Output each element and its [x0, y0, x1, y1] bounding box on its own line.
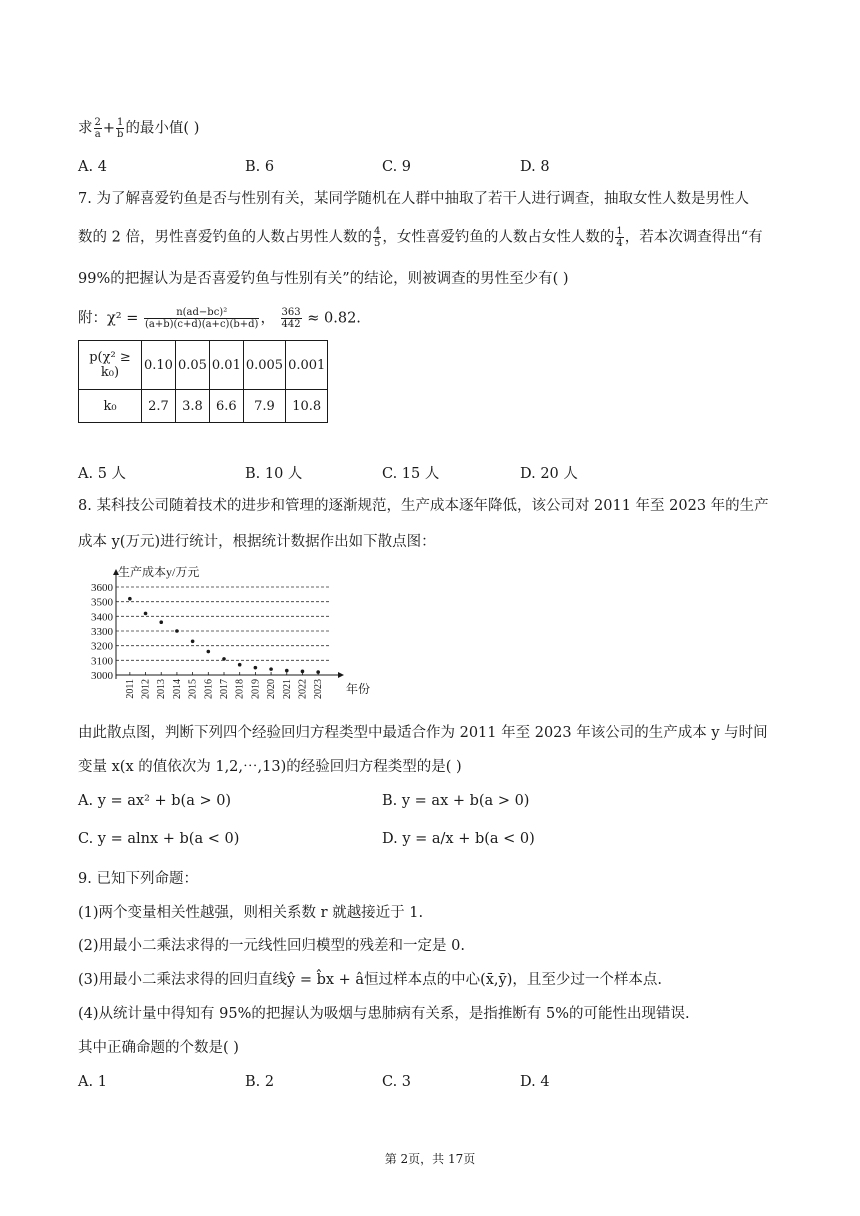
table-cell: 2.7: [142, 390, 176, 423]
data-point: [207, 650, 211, 654]
q9-line-4: (3)用最小二乘法求得的回归直线ŷ = b̂x + â恒过样本点的中心(x̄,ȳ)，且至少过一个样本点.: [78, 972, 662, 988]
q9-option-b[interactable]: B. 2: [245, 1074, 275, 1090]
q7-line-3: 99%的把握认为是否喜爱钓鱼与性别有关”的结论，则被调查的男性至少有( ): [78, 271, 569, 287]
data-point: [285, 669, 289, 673]
x-tick-label: 2016: [203, 679, 215, 699]
q8-option-b[interactable]: B. y = ax + b(a > 0): [382, 793, 530, 809]
q6-option-b[interactable]: B. 6: [245, 159, 275, 175]
data-point: [144, 612, 148, 616]
x-tick-label: 2019: [250, 679, 262, 699]
x-axis-label: 年份: [346, 682, 371, 696]
table-cell: 10.8: [286, 390, 328, 423]
q6-option-d[interactable]: D. 8: [520, 159, 550, 175]
q8-line-4: 变量 x(x 的值依次为 1,2,⋯,13)的经验回归方程类型的是( ): [78, 759, 462, 775]
y-tick-label: 3400: [91, 611, 113, 624]
table-cell: 0.01: [209, 341, 243, 390]
q8-line-3: 由此散点图，判断下列四个经验回归方程类型中最适合作为 2011 年至 2023 年该公司的生产成本 y 与时间: [78, 725, 768, 741]
x-tick-label: 2014: [171, 679, 183, 699]
data-point: [159, 620, 163, 624]
q7-option-b[interactable]: B. 10 人: [245, 466, 303, 482]
q6-fraction-1: $\frac{2}{a}$: [94, 117, 101, 140]
x-tick-label: 2020: [266, 679, 278, 699]
table-cell: 0.05: [175, 341, 209, 390]
y-tick-label: 3600: [91, 582, 113, 594]
data-point: [269, 667, 273, 671]
q7-fraction-1-4: $\frac{1}{4}$: [616, 226, 623, 249]
q6-plus: +: [102, 120, 116, 137]
q8-line-2: 成本 y(万元)进行统计，根据统计数据作出如下散点图：: [78, 534, 436, 550]
x-tick-label: 2011: [124, 679, 136, 699]
table-cell: 3.8: [175, 390, 209, 423]
table-cell: 0.005: [243, 341, 285, 390]
approx-fraction: $\frac{363}{442}$: [281, 307, 301, 330]
x-axis-arrow: [338, 672, 344, 678]
data-point: [301, 670, 305, 674]
x-tick-label: 2015: [187, 679, 199, 699]
q9-option-c[interactable]: C. 3: [382, 1074, 412, 1090]
q9-option-a[interactable]: A. 1: [78, 1074, 107, 1090]
scatter-chart: [72, 563, 372, 703]
y-tick-label: 3300: [91, 626, 113, 638]
q8-option-d[interactable]: D. y = a/x + b(a < 0): [382, 831, 535, 847]
data-point: [128, 597, 132, 601]
q7-formula: 附：χ² = $\frac{\text{n(ad−bc)²}}{(a+b)(c+d)(a+c)(b+d)}$ ， $\frac{363}{442}$ ≈ 0.82.: [78, 307, 361, 330]
x-tick-label: 2017: [219, 679, 230, 699]
data-point: [175, 629, 179, 633]
q7-line-2: 数的 2 倍，男性喜爱钓鱼的人数占男性人数的 $\frac{4}{5}$ ，女性喜爱钓鱼的人数占女性人数的 $\frac{1}{4}$ ，若本次调查得出“有: [78, 226, 763, 249]
y-tick-label: 3200: [91, 640, 113, 653]
q9-line-3: (2)用最小二乘法求得的一元线性回归模型的残差和一定是 0.: [78, 938, 465, 954]
y-tick-label: 3000: [91, 670, 113, 682]
x-tick-label: 2013: [156, 679, 168, 699]
q6-suffix: 的最小值( ): [125, 120, 200, 137]
q6-stem: [78, 117, 199, 140]
data-point: [238, 663, 242, 667]
x-tick-label: 2021: [281, 679, 293, 699]
data-point: [191, 639, 195, 643]
y-tick-label: 3500: [91, 596, 113, 609]
q8-line-1: 8. 某科技公司随着技术的进步和管理的逐渐规范，生产成本逐年降低，该公司对 2011 年至 2023 年的生产: [78, 498, 769, 514]
q7-option-c[interactable]: C. 15 人: [382, 466, 440, 482]
q6-option-c[interactable]: C. 9: [382, 159, 412, 175]
q8-option-c[interactable]: C. y = alnx + b(a < 0): [78, 831, 240, 847]
data-point: [254, 666, 258, 670]
y-tick-label: 3100: [91, 655, 113, 668]
q8-option-a[interactable]: A. y = ax² + b(a > 0): [78, 793, 232, 809]
q9-line-2: (1)两个变量相关性越强，则相关系数 r 就越接近于 1.: [78, 905, 424, 921]
x-tick-label: 2023: [313, 679, 325, 699]
q7-option-a[interactable]: A. 5 人: [78, 466, 127, 482]
chi-square-fraction: $\frac{\text{n(ad−bc)²}}{(a+b)(c+d)(a+c)(b+d)}$: [144, 307, 259, 330]
data-point: [222, 657, 226, 661]
x-tick-label: 2022: [297, 679, 309, 699]
q6-option-a[interactable]: A. 4: [78, 159, 107, 175]
data-point: [316, 670, 320, 674]
table-cell: 0.10: [142, 341, 176, 390]
q7-option-d[interactable]: D. 20 人: [520, 466, 578, 482]
x-tick-label: 2012: [140, 679, 152, 699]
q9-line-6: 其中正确命题的个数是( ): [78, 1040, 239, 1056]
table-header-p: p(χ² ≥ k₀): [79, 341, 142, 390]
y-axis-label: 生产成本y/万元: [118, 565, 200, 579]
q7-line-1: 7. 为了解喜爱钓鱼是否与性别有关，某同学随机在人群中抽取了若干人进行调查，抽取女性人数是男性人: [78, 191, 749, 207]
table-cell: 7.9: [243, 390, 285, 423]
q9-line-1: 9. 已知下列命题：: [78, 871, 198, 887]
q6-prefix: 求: [78, 120, 93, 137]
table-cell: 6.6: [209, 390, 243, 423]
q9-line-5: (4)从统计量中得知有 95%的把握认为吸烟与患肺病有关系，是指推断有 5%的可能性出现错误.: [78, 1006, 690, 1022]
q6-fraction-2: $\frac{1}{b}$: [117, 117, 124, 140]
table-header-k: k₀: [79, 390, 142, 423]
page-footer: 第 2页，共 17页: [384, 1152, 476, 1166]
q7-fraction-4-5: $\frac{4}{5}$: [373, 226, 381, 249]
x-tick-label: 2018: [234, 679, 246, 699]
q9-option-d[interactable]: D. 4: [520, 1074, 550, 1090]
table-cell: 0.001: [286, 341, 328, 390]
critical-value-table: [78, 340, 328, 423]
